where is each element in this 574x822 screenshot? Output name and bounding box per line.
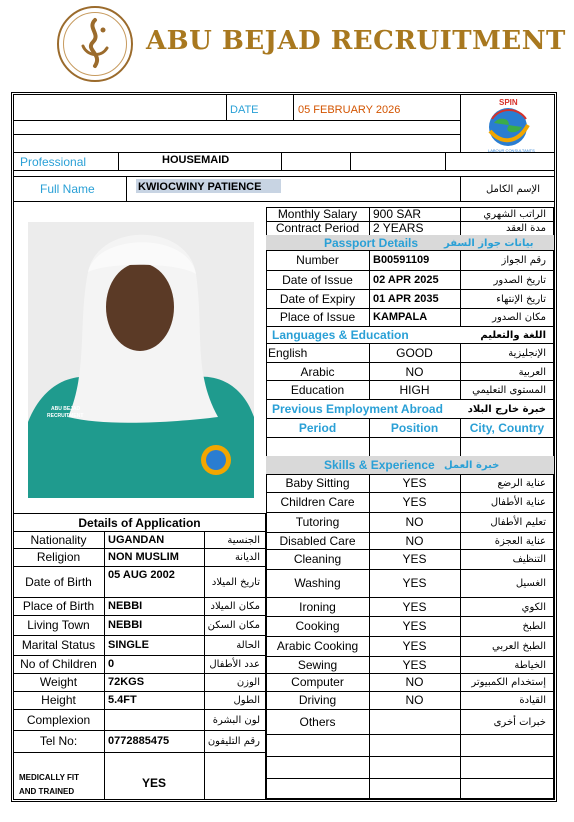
- skill-label-ar-4: التنظيف: [512, 554, 546, 565]
- column-divider: [460, 270, 461, 289]
- application-value-8: 5.4FT: [108, 694, 137, 706]
- column-divider: [460, 656, 461, 673]
- column-divider: [460, 289, 461, 308]
- full-name-label-ar: الإسم الكامل: [485, 184, 540, 195]
- passport-value-3: KAMPALA: [373, 311, 428, 323]
- column-divider: [460, 569, 461, 597]
- row-divider: [13, 597, 266, 598]
- row-divider: [266, 512, 554, 513]
- row-divider: [13, 691, 266, 692]
- row-divider: [266, 709, 554, 710]
- column-divider: [104, 615, 105, 635]
- application-label-8: Height: [41, 693, 76, 707]
- skill-label-ar-7: الطبخ: [522, 621, 546, 632]
- column-divider: [369, 250, 370, 270]
- skill-label-5: Washing: [294, 576, 341, 590]
- application-value-3: NEBBI: [108, 600, 143, 612]
- column-divider: [369, 221, 370, 235]
- column-divider: [460, 549, 461, 569]
- skill-label-ar-9: الخياطة: [514, 660, 546, 671]
- passport-label-1: Date of Issue: [282, 273, 353, 287]
- row-divider: [266, 636, 554, 637]
- skill-value-10: NO: [405, 675, 424, 689]
- row-divider: [266, 734, 554, 735]
- row-divider: [266, 756, 554, 757]
- application-value-1: NON MUSLIM: [108, 551, 179, 563]
- passport-title: Passport Details: [324, 236, 419, 250]
- skill-value-7: YES: [402, 619, 427, 633]
- skill-label-3: Disabled Care: [279, 534, 356, 548]
- row-divider: [13, 548, 266, 549]
- skill-value-1: YES: [402, 495, 427, 509]
- column-divider: [369, 207, 370, 221]
- skills-title-ar: خبرة العمل: [444, 460, 500, 471]
- salary-value-0: 900 SAR: [373, 207, 422, 221]
- column-divider: [104, 635, 105, 655]
- skill-value-9: YES: [402, 658, 427, 672]
- column-divider: [104, 655, 105, 673]
- column-divider: [460, 597, 461, 616]
- column-divider: [460, 616, 461, 636]
- column-divider: [104, 566, 105, 597]
- employment-title-ar: خبرة خارج البلاد: [467, 404, 546, 415]
- skill-label-1: Children Care: [280, 495, 355, 509]
- passport-label-2: Date of Expiry: [279, 292, 356, 306]
- application-value-10: 0772885475: [108, 735, 170, 747]
- application-label-ar-1: الديانة: [234, 552, 260, 563]
- column-divider: [460, 734, 461, 756]
- skill-label-ar-0: عناية الرضع: [497, 478, 546, 489]
- column-divider: [369, 270, 370, 289]
- skill-label-ar-11: القيادة: [519, 695, 546, 706]
- column-divider: [460, 250, 461, 270]
- column-divider: [369, 308, 370, 326]
- passport-label-3: Place of Issue: [279, 310, 356, 324]
- employment-title: Previous Employment Abroad: [272, 402, 443, 416]
- column-divider: [460, 380, 461, 399]
- skill-value-8: YES: [402, 639, 427, 653]
- column-divider: [204, 597, 205, 615]
- row-divider: [266, 532, 554, 533]
- application-label-ar-10: رقم التليفون: [207, 736, 260, 747]
- skill-label-ar-2: تعليم الأطفال: [490, 517, 546, 528]
- skill-label-ar-5: الغسيل: [515, 578, 546, 589]
- skill-label-6: Ironing: [299, 600, 336, 614]
- row-divider: [13, 730, 266, 731]
- column-divider: [460, 221, 461, 235]
- column-divider: [204, 655, 205, 673]
- application-label-9: Complexion: [26, 713, 91, 727]
- skill-label-ar-6: الكوي: [521, 602, 546, 613]
- employment-header-1: Position: [390, 421, 439, 435]
- languages-value-0: GOOD: [396, 346, 433, 360]
- column-divider: [204, 730, 205, 752]
- column-divider: [460, 492, 461, 512]
- skill-value-2: NO: [405, 515, 424, 529]
- date-value: 05 FEBRUARY 2026: [298, 104, 401, 116]
- languages-label-0: English: [268, 346, 308, 360]
- application-label-1: Religion: [36, 550, 81, 564]
- languages-label-ar-2: المستوى التعليمي: [472, 385, 546, 396]
- candidate-photo: [28, 222, 254, 498]
- skill-value-6: YES: [402, 600, 427, 614]
- passport-label-ar-3: مكان الصدور: [492, 312, 546, 323]
- passport-label-ar-1: تاريخ الصدور: [493, 275, 546, 286]
- row-divider: [13, 752, 266, 753]
- row-divider: [266, 308, 554, 309]
- row-divider: [13, 709, 266, 710]
- column-divider: [204, 752, 205, 800]
- photo-badge-line-1: ABU BEJAD: [51, 406, 81, 412]
- application-label-ar-4: مكان السكن: [207, 620, 260, 631]
- medical-value: YES: [141, 776, 166, 790]
- company-name: ABU BEJAD RECRUITMENT: [146, 26, 566, 56]
- languages-label-ar-1: العربية: [518, 367, 546, 378]
- row-divider: [266, 418, 554, 419]
- column-divider: [204, 615, 205, 635]
- skill-label-ar-8: الطبخ العربي: [492, 641, 546, 652]
- row-divider: [13, 566, 266, 567]
- skill-label-10: Computer: [291, 675, 344, 689]
- application-label-3: Place of Birth: [22, 599, 95, 613]
- row-divider: [266, 474, 554, 475]
- row-divider: [266, 673, 554, 674]
- column-divider: [104, 691, 105, 709]
- skill-label-ar-10: إستخدام الكمبيوتر: [471, 677, 546, 688]
- column-divider: [104, 730, 105, 752]
- application-value-5: SINGLE: [108, 639, 149, 651]
- application-label-5: Marital Status: [21, 638, 96, 652]
- column-divider: [369, 709, 370, 734]
- column-divider: [204, 691, 205, 709]
- skills-title: Skills & Experience: [324, 458, 435, 472]
- date-label: DATE: [230, 104, 259, 116]
- skill-label-11: Driving: [298, 693, 337, 707]
- skill-label-0: Baby Sitting: [285, 476, 350, 490]
- languages-title: Languages & Education: [272, 328, 409, 342]
- skill-value-5: YES: [402, 576, 427, 590]
- column-divider: [369, 756, 370, 778]
- column-divider: [460, 474, 461, 492]
- column-divider: [460, 709, 461, 734]
- column-divider: [460, 778, 461, 799]
- application-label-4: Living Town: [27, 618, 90, 632]
- skill-value-0: YES: [402, 476, 427, 490]
- column-divider: [460, 362, 461, 380]
- column-divider: [460, 308, 461, 326]
- application-label-ar-3: مكان الميلاد: [210, 601, 260, 612]
- column-divider: [204, 635, 205, 655]
- application-label-2: Date of Birth: [25, 575, 92, 589]
- application-label-6: No of Children: [20, 657, 97, 671]
- row-divider: [266, 343, 554, 344]
- photo-badge-line-2: RECRUITMENT: [47, 413, 84, 419]
- full-name-value: KWIOCWINY PATIENCE: [138, 181, 262, 193]
- passport-label-ar-2: تاريخ الإنتهاء: [496, 294, 546, 305]
- languages-label-1: Arabic: [300, 365, 335, 379]
- passport-label-0: Number: [296, 253, 339, 267]
- row-divider: [13, 655, 266, 656]
- application-label-7: Weight: [39, 675, 78, 689]
- column-divider: [104, 548, 105, 566]
- passport-value-0: B00591109: [373, 254, 430, 266]
- row-divider: [13, 531, 266, 532]
- column-divider: [460, 343, 461, 362]
- column-divider: [460, 756, 461, 778]
- application-label-ar-9: لون البشرة: [212, 715, 260, 726]
- skill-label-7: Cooking: [295, 619, 340, 633]
- row-divider: [266, 597, 554, 598]
- application-title: Details of Application: [78, 516, 201, 530]
- abu-bejad-logo: [57, 6, 133, 82]
- application-value-4: NEBBI: [108, 619, 143, 631]
- row-divider: [266, 691, 554, 692]
- application-label-ar-7: الوزن: [236, 677, 260, 688]
- column-divider: [460, 512, 461, 532]
- salary-label-0: Monthly Salary: [277, 207, 358, 221]
- skill-label-ar-12: خبرات أخرى: [493, 717, 546, 728]
- application-value-0: UGANDAN: [108, 534, 165, 546]
- skill-label-8: Arabic Cooking: [276, 639, 359, 653]
- column-divider: [460, 636, 461, 656]
- skill-label-12: Others: [299, 715, 336, 729]
- application-label-ar-0: الجنسية: [227, 535, 260, 546]
- full-name-label: Full Name: [40, 182, 95, 196]
- column-divider: [369, 289, 370, 308]
- application-label-0: Nationality: [30, 533, 87, 547]
- passport-title-ar: بيانات جواز السفر: [444, 238, 534, 249]
- skill-value-4: YES: [402, 552, 427, 566]
- column-divider: [460, 691, 461, 709]
- profession-value: HOUSEMAID: [162, 154, 230, 166]
- row-divider: [266, 549, 554, 550]
- row-divider: [266, 362, 554, 363]
- column-divider: [460, 673, 461, 691]
- skill-label-ar-1: عناية الأطفال: [490, 497, 546, 508]
- column-divider: [460, 207, 461, 221]
- row-divider: [266, 616, 554, 617]
- column-divider: [204, 531, 205, 548]
- passport-value-1: 02 APR 2025: [373, 274, 439, 286]
- row-divider: [13, 615, 266, 616]
- spin-tagline: LABOUR CONSULTANTS: [488, 148, 535, 153]
- salary-label-ar-0: الراتب الشهري: [483, 209, 546, 220]
- medical-label-1: MEDICALLY FIT: [19, 773, 80, 782]
- application-label-ar-6: عدد الأطفال: [209, 659, 260, 670]
- column-divider: [204, 566, 205, 597]
- column-divider: [204, 673, 205, 691]
- column-divider: [104, 709, 105, 730]
- application-value-6: 0: [108, 658, 115, 670]
- column-divider: [204, 709, 205, 730]
- application-label-ar-2: تاريخ الميلاد: [211, 577, 260, 588]
- languages-title-ar: اللغة والتعليم: [480, 330, 546, 341]
- column-divider: [104, 531, 105, 548]
- spin-logo: [478, 97, 538, 151]
- employment-header-2: City, Country: [469, 421, 545, 435]
- row-divider: [266, 799, 554, 800]
- row-divider: [266, 492, 554, 493]
- spin-logo-text: SPIN: [499, 98, 518, 107]
- passport-value-2: 01 APR 2035: [373, 293, 439, 305]
- application-label-ar-5: الحالة: [236, 640, 260, 651]
- passport-label-ar-0: رقم الجواز: [501, 255, 546, 266]
- application-value-2: 05 AUG 2002: [108, 569, 175, 581]
- row-divider: [266, 380, 554, 381]
- application-label-10: Tel No:: [39, 734, 78, 748]
- contract-label-0: Contract Period: [275, 221, 360, 235]
- skill-value-3: NO: [405, 534, 424, 548]
- languages-value-2: HIGH: [399, 383, 430, 397]
- profession-label: Professional: [20, 155, 87, 169]
- skill-label-ar-3: عناية العجزة: [494, 536, 546, 547]
- row-divider: [266, 778, 554, 779]
- row-divider: [266, 569, 554, 570]
- column-divider: [104, 597, 105, 615]
- column-divider: [460, 532, 461, 549]
- employment-header-0: Period: [298, 421, 337, 435]
- languages-value-1: NO: [405, 365, 424, 379]
- application-value-7: 72KGS: [108, 676, 145, 688]
- skill-label-2: Tutoring: [295, 515, 340, 529]
- column-divider: [369, 778, 370, 799]
- medical-label-2: AND TRAINED: [19, 787, 75, 796]
- row-divider: [13, 635, 266, 636]
- column-divider: [204, 548, 205, 566]
- row-divider: [13, 673, 266, 674]
- row-divider: [266, 656, 554, 657]
- row-divider: [266, 270, 554, 271]
- contract-value-0: 2 YEARS: [373, 221, 424, 235]
- skill-label-4: Cleaning: [293, 552, 342, 566]
- languages-label-2: Education: [290, 383, 345, 397]
- skill-label-9: Sewing: [297, 658, 338, 672]
- application-label-ar-8: الطول: [233, 695, 260, 706]
- skill-value-11: NO: [405, 693, 424, 707]
- column-divider: [104, 673, 105, 691]
- contract-label-ar-0: مدة العقد: [506, 223, 546, 234]
- row-divider: [266, 289, 554, 290]
- languages-label-ar-0: الإنجليزية: [508, 348, 546, 359]
- row-divider: [266, 437, 554, 438]
- column-divider: [369, 734, 370, 756]
